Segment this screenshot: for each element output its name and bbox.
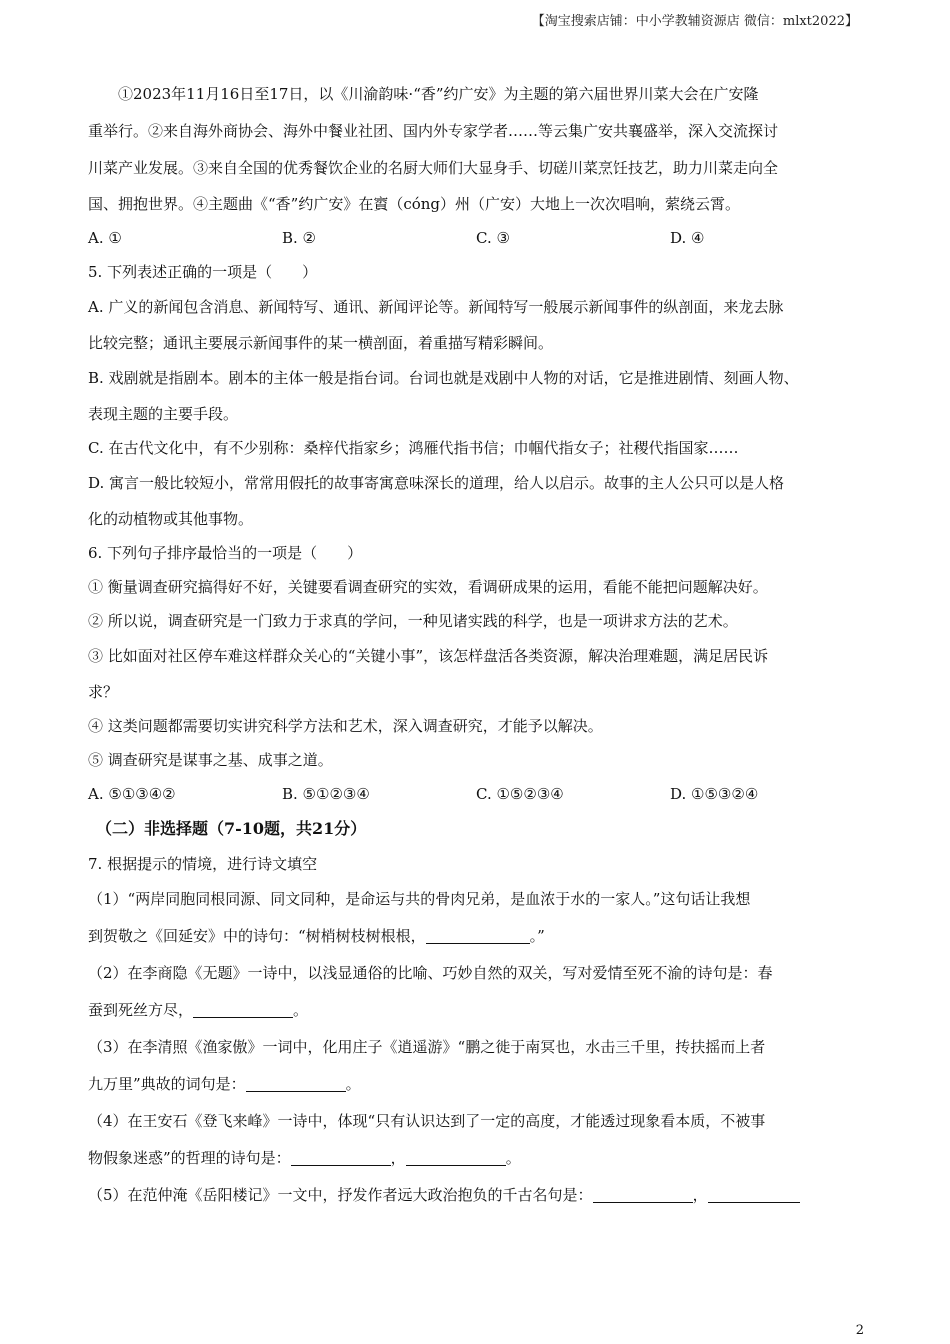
answer-blank[interactable] xyxy=(246,1075,346,1092)
q4-line: 川菜产业发展。③来自全国的优秀餐饮企业的名厨大师们大显身手、切磋川菜烹饪技艺，助力川菜走向全 xyxy=(88,159,779,177)
answer-blank[interactable] xyxy=(593,1186,693,1203)
q4-option-a[interactable]: A. ① xyxy=(88,229,122,247)
q6-line: ③ 比如面对社区停车难这样群众关心的“关键小事”，该怎样盘活各类资源，解决治理难题，满足居民诉 xyxy=(88,647,769,665)
q6-stem: 6. 下列句子排序最恰当的一项是（ ） xyxy=(88,544,363,562)
q5-line: C. 在古代文化中，有不少别称：桑梓代指家乡；鸿雁代指书信；巾帼代指女子；社稷代指国家…… xyxy=(88,439,739,457)
q7-item-2: （2）在李商隐《无题》一诗中，以浅显通俗的比喻、巧妙自然的双关，写对爱情至死不渝的诗句是：春 xyxy=(88,964,773,982)
answer-blank[interactable] xyxy=(291,1149,391,1166)
q6-option-b[interactable]: B. ⑤①②③④ xyxy=(282,785,370,803)
q7-item-5: （5）在范仲淹《岳阳楼记》一文中，抒发作者远大政治抱负的千古名句是： ， xyxy=(88,1177,868,1214)
q7-item-2-answer: 蚕到死丝方尽， 。 xyxy=(88,1001,309,1019)
q6-option-a[interactable]: A. ⑤①③④② xyxy=(88,785,176,803)
q5-line: A. 广义的新闻包含消息、新闻特写、通讯、新闻评论等。新闻特写一般展示新闻事件的纵剖面，来龙去脉 xyxy=(88,298,784,316)
q5-stem: 5. 下列表述正确的一项是（ ） xyxy=(88,263,318,281)
q7-item-3-answer: 九万里”典故的词句是： 。 xyxy=(88,1075,361,1093)
q6-option-c[interactable]: C. ①⑤②③④ xyxy=(476,785,564,803)
q7-item-1: （1）“两岸同胞同根同源、同文同种，是命运与共的骨肉兄弟，是血浓于水的一家人。”这句话让我想 xyxy=(88,890,751,908)
answer-blank[interactable] xyxy=(406,1149,506,1166)
q4-option-b[interactable]: B. ② xyxy=(282,229,317,247)
q6-line: ① 衡量调查研究搞得好不好，关键要看调查研究的实效，看调研成果的运用，看能不能把问题解决好。 xyxy=(88,578,768,596)
section-heading: （二）非选择题（7-10题，共21分） xyxy=(96,819,367,838)
q6-options xyxy=(88,777,868,811)
q7-item-4-answer: 物假象迷惑”的哲理的诗句是： ， 。 xyxy=(88,1149,521,1167)
q7-item-4: （4）在王安石《登飞来峰》一诗中，体现“只有认识达到了一定的高度，才能透过现象看本质，不被事 xyxy=(88,1112,766,1130)
q7-stem: 7. 根据提示的情境，进行诗文填空 xyxy=(88,855,318,873)
answer-blank[interactable] xyxy=(708,1186,800,1203)
answer-blank[interactable] xyxy=(193,1001,293,1018)
page-number: 2 xyxy=(855,1323,864,1338)
q6-line: ⑤ 调查研究是谋事之基、成事之道。 xyxy=(88,751,333,769)
q4-line: 国、拥抱世界。④主题曲《“香”约广安》在賨（cóng）州（广安）大地上一次次唱响，萦绕云霄。 xyxy=(88,195,741,213)
q6-line: ④ 这类问题都需要切实讲究科学方法和艺术，深入调查研究，才能予以解决。 xyxy=(88,717,603,735)
q7-item-1-answer: 到贺敬之《回延安》中的诗句：“树梢树枝树根根， 。” xyxy=(88,927,545,945)
q5-line: D. 寓言一般比较短小，常常用假托的故事寄寓意味深长的道理，给人以启示。故事的主人公只可以是人格 xyxy=(88,474,785,492)
q4-options xyxy=(88,221,868,255)
q6-line: 求？ xyxy=(88,683,119,701)
q7-item-3: （3）在李清照《渔家傲》一词中，化用庄子《逍遥游》“鹏之徙于南冥也，水击三千里，抟扶摇而上者 xyxy=(88,1038,766,1056)
q5-line: 化的动植物或其他事物。 xyxy=(88,510,254,528)
q4-option-c[interactable]: C. ③ xyxy=(476,229,510,247)
page-header: 【淘宝搜索店铺：中小学教辅资源店 微信：mlxt2022】 xyxy=(531,14,858,29)
q5-line: 表现主题的主要手段。 xyxy=(88,405,239,423)
page-content xyxy=(88,76,868,1214)
q6-option-d[interactable]: D. ①⑤③②④ xyxy=(670,785,759,803)
q4-line: ①2023年11月16日至17日，以《川渝韵味·“香”约广安》为主题的第六届世界川菜大会在广安隆 xyxy=(118,85,759,103)
q4-option-d[interactable]: D. ④ xyxy=(670,229,705,247)
q5-line: 比较完整；通讯主要展示新闻事件的某一横剖面，着重描写精彩瞬间。 xyxy=(88,334,554,352)
q6-line: ② 所以说，调查研究是一门致力于求真的学问，一种见诸实践的科学，也是一项讲求方法的艺术。 xyxy=(88,612,738,630)
answer-blank[interactable] xyxy=(426,927,530,944)
q4-line: 重举行。②来自海外商协会、海外中餐业社团、国内外专家学者……等云集广安共襄盛举，深入交流探讨 xyxy=(88,122,779,140)
q5-line: B. 戏剧就是指剧本。剧本的主体一般是指台词。台词也就是戏剧中人物的对话，它是推进剧情、刻画人物、 xyxy=(88,369,799,387)
